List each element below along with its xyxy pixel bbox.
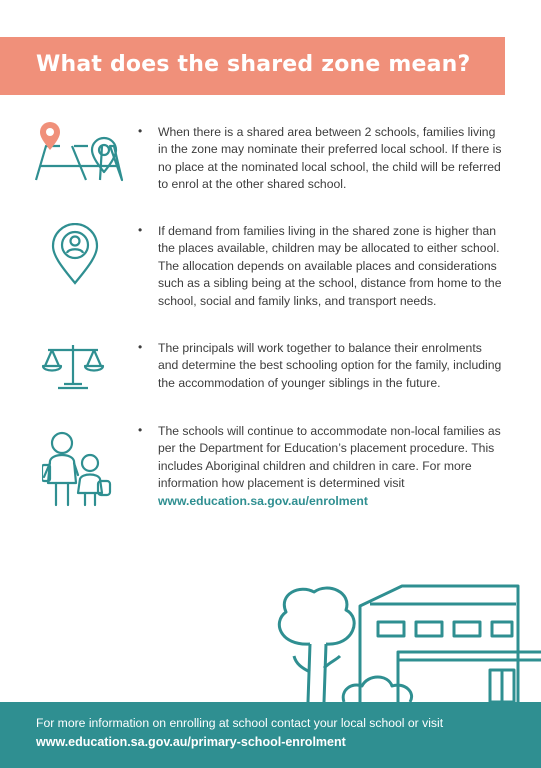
footer-text: For more information on enrolling at school contact your local school or visit	[36, 716, 444, 730]
school-building-illustration	[270, 582, 541, 709]
item-text: If demand from families living in the shared zone is higher than the places available, children may be allocated to either school. The allocation depends on available places and considerations such as a sibling being at the school, distance from home to the school, social and family links, and transport needs.	[158, 224, 502, 308]
balance-scale-icon	[40, 342, 106, 397]
map-location-icon	[30, 120, 126, 191]
bullet: •	[138, 423, 143, 437]
children-with-backpacks-icon	[42, 431, 112, 512]
bullet: •	[138, 223, 143, 237]
item-text-body: The schools will continue to accommodate non-local families as per the Department for Education’s placement procedure. This includes Aboriginal children and children in care. For more information how placement is determined visit	[158, 424, 501, 491]
item-text	[158, 423, 503, 510]
bullet: •	[138, 124, 143, 138]
footer-link[interactable]: www.education.sa.gov.au/primary-school-enrolment	[36, 735, 346, 749]
person-location-pin-icon	[50, 223, 100, 290]
bullet: •	[138, 340, 143, 354]
page-title: What does the shared zone mean?	[36, 52, 471, 77]
enrolment-link[interactable]: www.education.sa.gov.au/enrolment	[158, 493, 368, 508]
title-banner	[0, 37, 505, 95]
item-text: When there is a shared area between 2 schools, families living in the zone may nominate their preferred local school. If there is no place at the nominated local school, the child will be referred to enrol at the other shared school.	[158, 125, 502, 192]
item-text: The principals will work together to balance their enrolments and determine the best schooling option for the family, including the accommodation of younger siblings in the future.	[158, 341, 502, 390]
footer-banner	[0, 702, 541, 768]
